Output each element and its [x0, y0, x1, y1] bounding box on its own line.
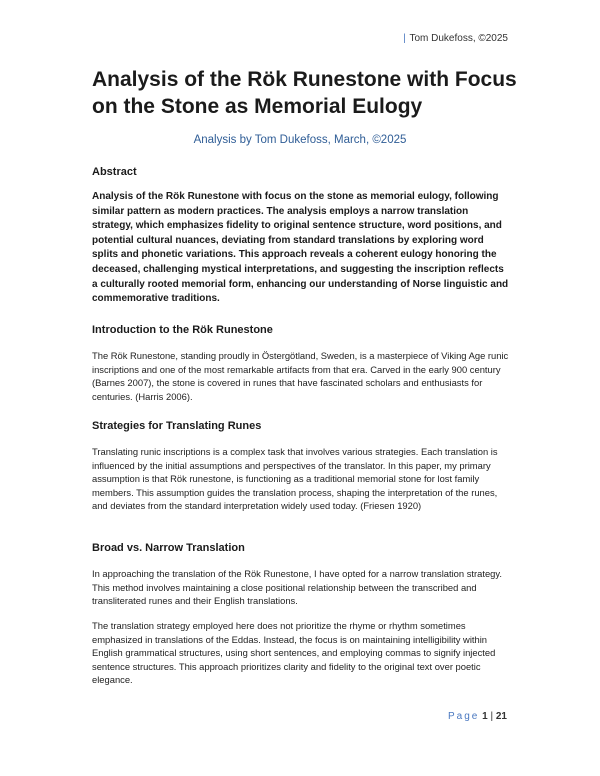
paper-title: Analysis of the Rök Runestone with Focus on the Stone as Memorial Eulogy: [92, 68, 517, 118]
header-divider: |: [403, 33, 406, 44]
paragraph-broad-narrow-2: The translation strategy employed here does not prioritize the rhyme or rhythm sometimes emphasized in translations of the Eddas. Instead, the focus is on maintaining intelligibility within English grammatical structures, using short sentences, and employing commas to signify injected sentence structures. This approach prioritizes clarity and fidelity to the original text over poetic elegance.: [92, 620, 496, 685]
footer-divider: |: [490, 711, 494, 722]
section-heading-strategies: Strategies for Translating Runes: [92, 420, 262, 432]
section-heading-broad-narrow: Broad vs. Narrow Translation: [92, 542, 245, 554]
running-header: [403, 33, 508, 44]
header-author: Tom Dukefoss, ©2025: [409, 33, 508, 44]
section-heading-introduction: Introduction to the Rök Runestone: [92, 324, 273, 336]
page-label: Page: [448, 711, 480, 722]
total-pages: 21: [495, 711, 507, 722]
paragraph-broad-narrow-1: In approaching the translation of the Rök Runestone, I have opted for a narrow translation strategy. This method involves maintaining a close positional relationship between the transcribed and transliterated runes and their English translations.: [92, 568, 502, 606]
abstract-text: Analysis of the Rök Runestone with focus on the stone as memorial eulogy, following similar pattern as modern practices. The analysis employs a narrow translation strategy, which emphasizes fidelity to original sentence structure, word positions, and potential cultural nuances, deviating from standard translations by exploring word splits and phonetic variations. This approach reveals a coherent eulogy honoring the deceased, challenging mystical interpretations, and suggesting the inscription reflects a culturally rooted memorial form, enhancing our understanding of Norse linguistic and commemorative traditions.: [92, 191, 509, 305]
page-number: 1: [482, 711, 488, 722]
page-footer: [448, 711, 507, 722]
byline: Analysis by Tom Dukefoss, March, ©2025: [193, 134, 407, 146]
paragraph-strategies: Translating runic inscriptions is a complex task that involves various strategies. Each translation is influenced by the initial assumptions and perspectives of the translator. In this paper, my primary assumption is that Rök runestone, is functioning as a traditional memorial stone for lost family members. This assumption guides the translation process, shaping the interpretation of the runes, and deviates from the standard interpretation widely used today. (Friesen 1920): [92, 446, 498, 511]
abstract-heading: Abstract: [92, 166, 137, 178]
paragraph-introduction: The Rök Runestone, standing proudly in Östergötland, Sweden, is a masterpiece of Viking Age runic inscriptions and one of the most remarkable artifacts from that era. Carved in the early 900 century (Barnes 2007), the stone is covered in runes that have fascinated scholars and enthusiasts for centuries. (Harris 2006).: [92, 350, 509, 402]
